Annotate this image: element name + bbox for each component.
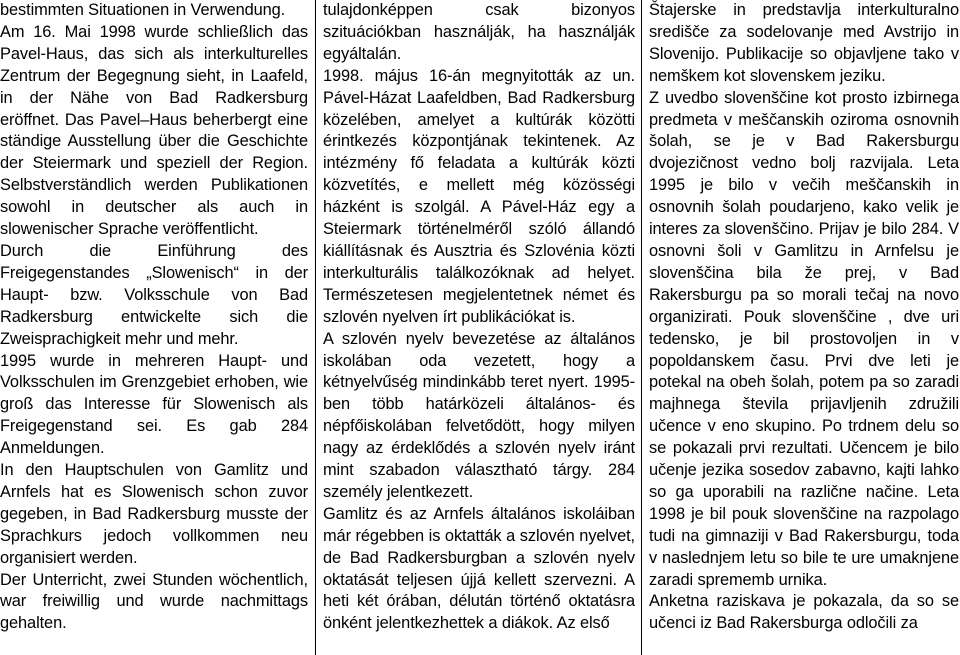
paragraph: 1995 wurde in mehreren Haupt- und Volksschulen im Grenzgebiet erhoben, wie groß das Interesse für Slowenisch als Freigegenstand sei. Es gab 284 Anmeldungen.	[0, 351, 308, 458]
paragraph: Anketna raziskava je pokazala, da so se učenci iz Bad Rakersburga odločili za	[649, 592, 959, 633]
paragraph: In den Hauptschulen von Gamlitz und Arnfels hat es Slowenisch schon zuvor gegeben, in Bad Radkersburg musste der Sprachkurs jedoch vollkommen neu organisiert werden.	[0, 461, 308, 567]
paragraph: Gamlitz és az Arnfels általános iskoláiban már régebben is oktatták a szlovén nyelvet, de Bad Radkersburgban a szlovén nyelv oktatását teljesen újjá kellett szervezni. A heti két órában, délután történő oktatásra önként jelentkezhettek a diákok. Az első	[323, 504, 635, 633]
paragraph: Durch die Einführung des Freigegenstandes „Slowenisch“ in der Haupt- bzw. Volksschule von Bad Radkersburg entwickelte sich die Zweisprachigkeit mehr und mehr.	[0, 241, 308, 348]
paragraph: tulajdonképpen csak bizonyos szituációkban használják, ha használják egyáltalán.	[323, 1, 635, 63]
paragraph: Der Unterricht, zwei Stunden wöchentlich, war freiwillig und wurde nachmittags gehalten.	[0, 570, 308, 633]
paragraph: bestimmten Situationen in Verwendung.	[0, 1, 286, 19]
column-slovenian	[649, 0, 959, 655]
paragraph: 1998. május 16-án megnyitották az un. Pável-Házat Laafeldben, Bad Radkersburg közelében, amelyet a kultúrák közötti érintkezés központjának tekintenek. Az intézmény fő feladata a kultúrák közti közvetítés, e mellett még közösségi házként is szolgál. A Pável-Ház egy a Steiermark történelméről szóló állandó kiállításnak és Ausztria és Szlovénia közti interkulturális találkozóknak ad helyet. Természetesen megjelentetnek német és szlovén nyelven írt publikációkat is.	[323, 66, 635, 326]
column-german	[0, 0, 308, 655]
column-divider	[315, 0, 316, 655]
paragraph: Am 16. Mai 1998 wurde schließlich das Pavel-Haus, das sich als interkulturelles Zentrum der Begegnung sieht, in Laafeld, in der Nähe von Bad Radkersburg eröffnet. Das Pavel–Haus beherbergt eine ständige Ausstellung über die Geschichte der Steiermark und speziell der Region. Selbstverständlich werden Publikationen sowohl in deutscher als auch in slowenischer Sprache veröffentlicht.	[0, 22, 308, 239]
paragraph: Štajerske in predstavlja interkulturalno središče za sodelovanje med Avstrijo in Slovenijo. Publikacije so objavljene tako v nemškem kot slovenskem jeziku.	[649, 1, 959, 85]
paragraph: A szlovén nyelv bevezetése az általános iskolában oda vezetett, hogy a kétnyelvűség mindinkább teret nyert. 1995-ben több határközeli általános- és népfőiskolában felvetődött, hogy milyen nagy az érdeklődés a szlovén nyelv iránt mint szabadon választható tárgy. 284 személy jelentkezett.	[323, 329, 635, 501]
paragraph: Z uvedbo slovenščine kot prosto izbirnega predmeta v meščanskih oziroma osnovnih šolah, se je v Bad Rakersburgu dvojezičnost vedno bolj razvijala. Leta 1995 je bilo v večih meščanskih in osnovnih šolah poudarjeno, kako velik je interes za slovenščino. Prijav je bilo 284. V osnovni šoli v Gamlitzu in Arnfelsu je slovenščina bila že prej, v Bad Rakersburgu pa so morali tečaj na novo organizirati. Pouk slovenščine , dve uri tedensko, je bil prostovoljen in v popoldanskem času. Prvi dve leti je potekal na obeh šolah, potem pa so zaradi majhnega števila prijavljenih združili učence v eno skupino. Po trdnem delu so se pokazali prvi rezultati. Učencem je bilo učenje jezika sosedov zabavno, kajti lahko so ga uporabili na različne načine. Leta 1998 je bil pouk slovenščine na razpolago tudi na gimnaziji v Bad Rakersburgu, toda v naslednjem letu so bile te ure umaknjene zaradi sprememb urnika.	[649, 88, 959, 589]
column-divider	[641, 0, 642, 655]
column-hungarian	[323, 0, 635, 655]
